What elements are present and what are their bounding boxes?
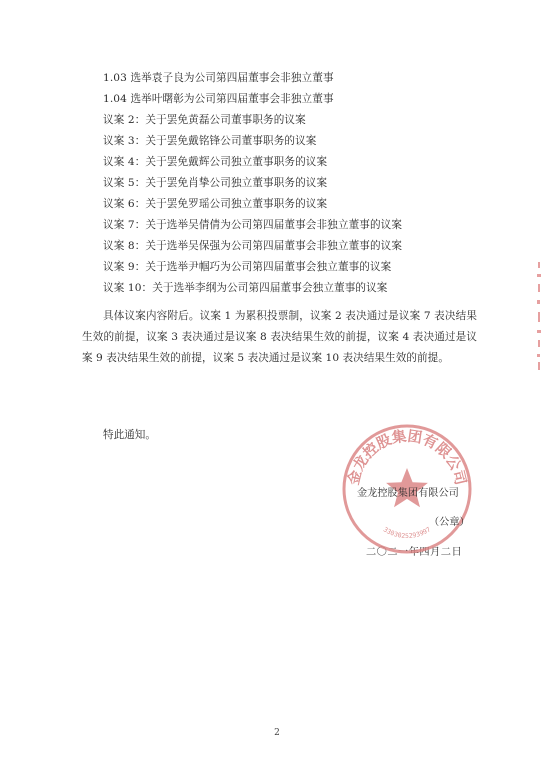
- agenda-item: 1.04 选举叶曙彰为公司第四届董事会非独立董事: [103, 93, 334, 105]
- agenda-item: 议案 3：关于罢免戴铭锋公司董事职务的议案: [103, 135, 317, 147]
- seal-label: （公章）: [429, 517, 470, 528]
- agenda-item: 议案 6：关于罢免罗瑶公司独立董事职务的议案: [103, 198, 328, 210]
- company-name: 金龙控股集团有限公司: [357, 488, 459, 499]
- notice-text: 特此通知。: [103, 429, 156, 441]
- seal-text: 金龙控股集团有限公司: [345, 428, 469, 487]
- agenda-item: 1.03 选举袁子良为公司第四届董事会非独立董事: [103, 72, 334, 84]
- side-stamp-mark: [533, 262, 545, 372]
- agenda-item: 议案 9：关于选举尹帼巧为公司第四届董事会独立董事的议案: [103, 261, 392, 273]
- agenda-item: 议案 7：关于选举吴倩倩为公司第四届董事会非独立董事的议案: [103, 219, 403, 231]
- agenda-item: 议案 2：关于罢免黄磊公司董事职务的议案: [103, 114, 306, 126]
- body-paragraph: 具体议案内容附后。议案 1 为累积投票制，议案 2 表决通过是议案 7 表决结果生效的前提，议案 3 表决通过是议案 8 表决结果生效的前提，议案 4 表决通过是议案 9 表决结果生效的前提，议案 5 表决通过是议案 10 表决结果生效的前提。: [82, 310, 477, 364]
- agenda-list: [103, 68, 503, 299]
- agenda-item: 议案 10：关于选举李纲为公司第四届董事会独立董事的议案: [103, 282, 388, 294]
- seal-number: 3303025293997: [381, 525, 433, 541]
- page-number: 2: [274, 728, 280, 738]
- svg-text:3303025293997: [382, 525, 432, 540]
- agenda-item: 议案 8：关于选举吴保强为公司第四届董事会非独立董事的议案: [103, 240, 403, 252]
- agenda-item: 议案 5：关于罢免肖挚公司独立董事职务的议案: [103, 177, 328, 189]
- document-date: 二〇二一年四月二日: [366, 547, 463, 558]
- agenda-item: 议案 4：关于罢免戴辉公司独立董事职务的议案: [103, 156, 328, 168]
